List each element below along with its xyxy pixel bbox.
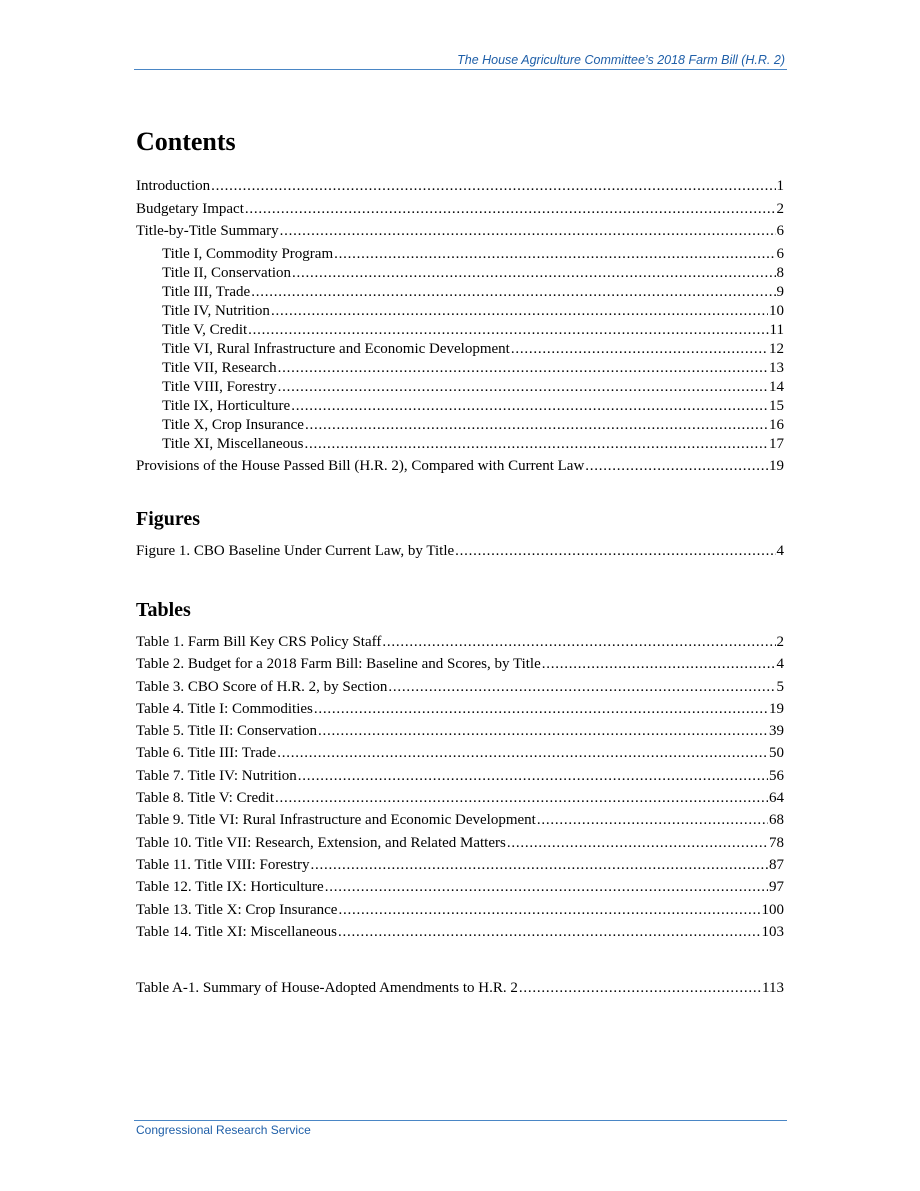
table-entry[interactable] <box>136 811 784 830</box>
toc-entry-page: 100 <box>761 901 784 918</box>
toc-entry-page: 87 <box>769 856 784 873</box>
dot-leader <box>248 321 768 340</box>
dot-leader <box>537 811 768 830</box>
toc-entry-label: Title X, Crop Insurance <box>162 416 304 433</box>
dot-leader <box>245 200 776 219</box>
toc-entry-label: Table 8. Title V: Credit <box>136 790 274 807</box>
toc-entry-page: 1 <box>776 178 784 194</box>
table-entry[interactable] <box>136 901 784 920</box>
toc-subentry[interactable] <box>136 264 784 283</box>
toc-entry-page: 5 <box>776 678 784 695</box>
table-entry[interactable] <box>136 678 784 697</box>
dot-leader <box>382 633 775 652</box>
toc-entry-page: 8 <box>776 264 784 281</box>
toc-entry-label: Table 9. Title VI: Rural Infrastructure and Economic Development <box>136 812 536 829</box>
dot-leader <box>455 542 775 561</box>
toc-entry-page: 103 <box>761 923 784 940</box>
toc-entry-label: Table 12. Title IX: Horticulture <box>136 879 324 896</box>
toc-entry-label: Title VI, Rural Infrastructure and Economic Development <box>162 340 510 357</box>
toc-entry-page: 56 <box>769 767 784 784</box>
toc-entry-page: 97 <box>769 879 784 896</box>
dot-leader <box>338 901 760 920</box>
toc-entry-page: 4 <box>776 656 784 673</box>
dot-leader <box>211 177 775 196</box>
toc-entry-label: Table 11. Title VIII: Forestry <box>136 856 310 873</box>
dot-leader <box>292 264 775 283</box>
dot-leader <box>311 856 768 875</box>
toc-entry-page: 11 <box>769 321 784 338</box>
dot-leader <box>388 678 775 697</box>
toc-subentry[interactable] <box>136 302 784 321</box>
dot-leader <box>275 789 768 808</box>
contents-heading: Contents <box>136 127 236 156</box>
toc-subentry[interactable] <box>136 416 784 435</box>
toc-entry-page: 17 <box>769 435 784 452</box>
toc-entry-page: 2 <box>776 634 784 650</box>
table-entry[interactable] <box>136 878 784 897</box>
dot-leader <box>305 416 768 435</box>
toc-entry[interactable] <box>136 457 784 476</box>
toc-entry-label: Title I, Commodity Program <box>162 245 334 262</box>
dot-leader <box>325 878 768 897</box>
toc-entry-label: Table 5. Title II: Conservation <box>136 723 318 740</box>
table-entry[interactable] <box>136 834 784 853</box>
toc-entry[interactable] <box>136 177 784 196</box>
dot-leader <box>338 923 760 942</box>
toc-entry-page: 19 <box>769 700 784 717</box>
toc-subentry[interactable] <box>136 378 784 397</box>
toc-entry-label: Introduction <box>136 178 211 194</box>
toc-entry[interactable] <box>136 200 784 219</box>
toc-entry-page: 68 <box>769 812 784 829</box>
table-entry[interactable] <box>136 722 784 741</box>
toc-entry-label: Provisions of the House Passed Bill (H.R. 2), Compared with Current Law <box>136 458 585 474</box>
running-footer: Congressional Research Service <box>136 1123 311 1137</box>
footer-rule <box>134 1120 787 1121</box>
dot-leader <box>278 378 768 397</box>
toc-entry-label: Title IV, Nutrition <box>162 302 270 319</box>
toc-subentry[interactable] <box>136 359 784 378</box>
dot-leader <box>511 340 768 359</box>
dot-leader <box>271 302 768 321</box>
table-entry[interactable] <box>136 744 784 763</box>
tables-heading: Tables <box>136 599 191 621</box>
toc-entry-label: Table 1. Farm Bill Key CRS Policy Staff <box>136 634 382 650</box>
dot-leader <box>298 767 768 786</box>
toc-entry-label: Title-by-Title Summary <box>136 223 279 239</box>
toc-entry-page: 4 <box>776 542 784 559</box>
toc-entry-label: Table A-1. Summary of House-Adopted Amendments to H.R. 2 <box>136 980 518 997</box>
dot-leader <box>277 744 768 763</box>
toc-entry-page: 50 <box>769 745 784 762</box>
toc-entry-page: 12 <box>769 340 784 357</box>
toc-entry-label: Table 3. CBO Score of H.R. 2, by Section <box>136 678 388 695</box>
toc-entry-page: 19 <box>769 458 784 474</box>
figures-heading: Figures <box>136 507 201 530</box>
toc-entry-page: 6 <box>776 245 784 262</box>
toc-entry-label: Title III, Trade <box>162 283 251 300</box>
toc-subentry[interactable] <box>136 435 784 454</box>
dot-leader <box>542 655 776 674</box>
toc-subentry[interactable] <box>136 340 784 359</box>
toc-entry-page: 16 <box>769 416 784 433</box>
dot-leader <box>314 700 768 719</box>
toc-entry-label: Title XI, Miscellaneous <box>162 435 304 452</box>
toc-entry-page: 15 <box>769 397 784 414</box>
toc-entry-label: Table 13. Title X: Crop Insurance <box>136 901 338 918</box>
toc-entry-label: Table 6. Title III: Trade <box>136 745 277 762</box>
toc-entry-page: 9 <box>776 283 784 300</box>
toc-entry-page: 10 <box>769 302 784 319</box>
dot-leader <box>278 359 768 378</box>
dot-leader <box>280 222 776 241</box>
toc-entry-label: Table 4. Title I: Commodities <box>136 700 313 717</box>
toc-entry-label: Title IX, Horticulture <box>162 397 291 414</box>
toc-subentry[interactable] <box>136 321 784 340</box>
toc-entry-page: 113 <box>762 980 784 997</box>
toc-entry-label: Title II, Conservation <box>162 264 292 281</box>
running-header: The House Agriculture Committee’s 2018 Farm Bill (H.R. 2) <box>457 53 785 67</box>
toc-entry-label: Title VII, Research <box>162 359 277 376</box>
toc-entry[interactable] <box>136 222 784 241</box>
toc-entry-page: 39 <box>769 723 784 740</box>
dot-leader <box>585 457 768 476</box>
dot-leader <box>305 435 768 454</box>
table-of-contents <box>136 125 784 998</box>
toc-entry-label: Table 2. Budget for a 2018 Farm Bill: Baseline and Scores, by Title <box>136 656 541 673</box>
toc-entry-label: Budgetary Impact <box>136 200 244 217</box>
table-entry[interactable] <box>136 923 784 942</box>
table-entry[interactable] <box>136 700 784 719</box>
toc-entry-label: Table 10. Title VII: Research, Extension, and Related Matters <box>136 834 506 851</box>
toc-entry-label: Title VIII, Forestry <box>162 378 277 395</box>
toc-entry-page: 14 <box>769 378 784 395</box>
toc-subentry[interactable] <box>136 397 784 416</box>
table-entry[interactable] <box>136 856 784 875</box>
toc-entry-label: Table 14. Title XI: Miscellaneous <box>136 923 338 940</box>
appendix-table-entry[interactable] <box>136 979 784 998</box>
toc-subentry[interactable] <box>136 245 784 264</box>
dot-leader <box>291 397 768 416</box>
toc-entry-page: 6 <box>776 223 784 239</box>
table-entry[interactable] <box>136 789 784 808</box>
dot-leader <box>519 979 761 998</box>
toc-entry-page: 2 <box>776 200 784 217</box>
dot-leader <box>251 283 775 302</box>
toc-entry-label: Table 7. Title IV: Nutrition <box>136 767 297 784</box>
toc-entry-label: Title V, Credit <box>162 321 248 338</box>
toc-entry-page: 13 <box>769 359 784 376</box>
toc-entry-page: 78 <box>769 834 784 851</box>
toc-subentry[interactable] <box>136 283 784 302</box>
dot-leader <box>334 245 775 264</box>
dot-leader <box>318 722 768 741</box>
table-entry[interactable] <box>136 633 784 652</box>
figure-entry[interactable] <box>136 542 784 561</box>
toc-entry-label: Figure 1. CBO Baseline Under Current Law, by Title <box>136 542 455 559</box>
dot-leader <box>507 834 768 853</box>
header-rule <box>134 69 787 70</box>
toc-entry-page: 64 <box>769 790 784 807</box>
table-entry[interactable] <box>136 655 784 674</box>
table-entry[interactable] <box>136 767 784 786</box>
